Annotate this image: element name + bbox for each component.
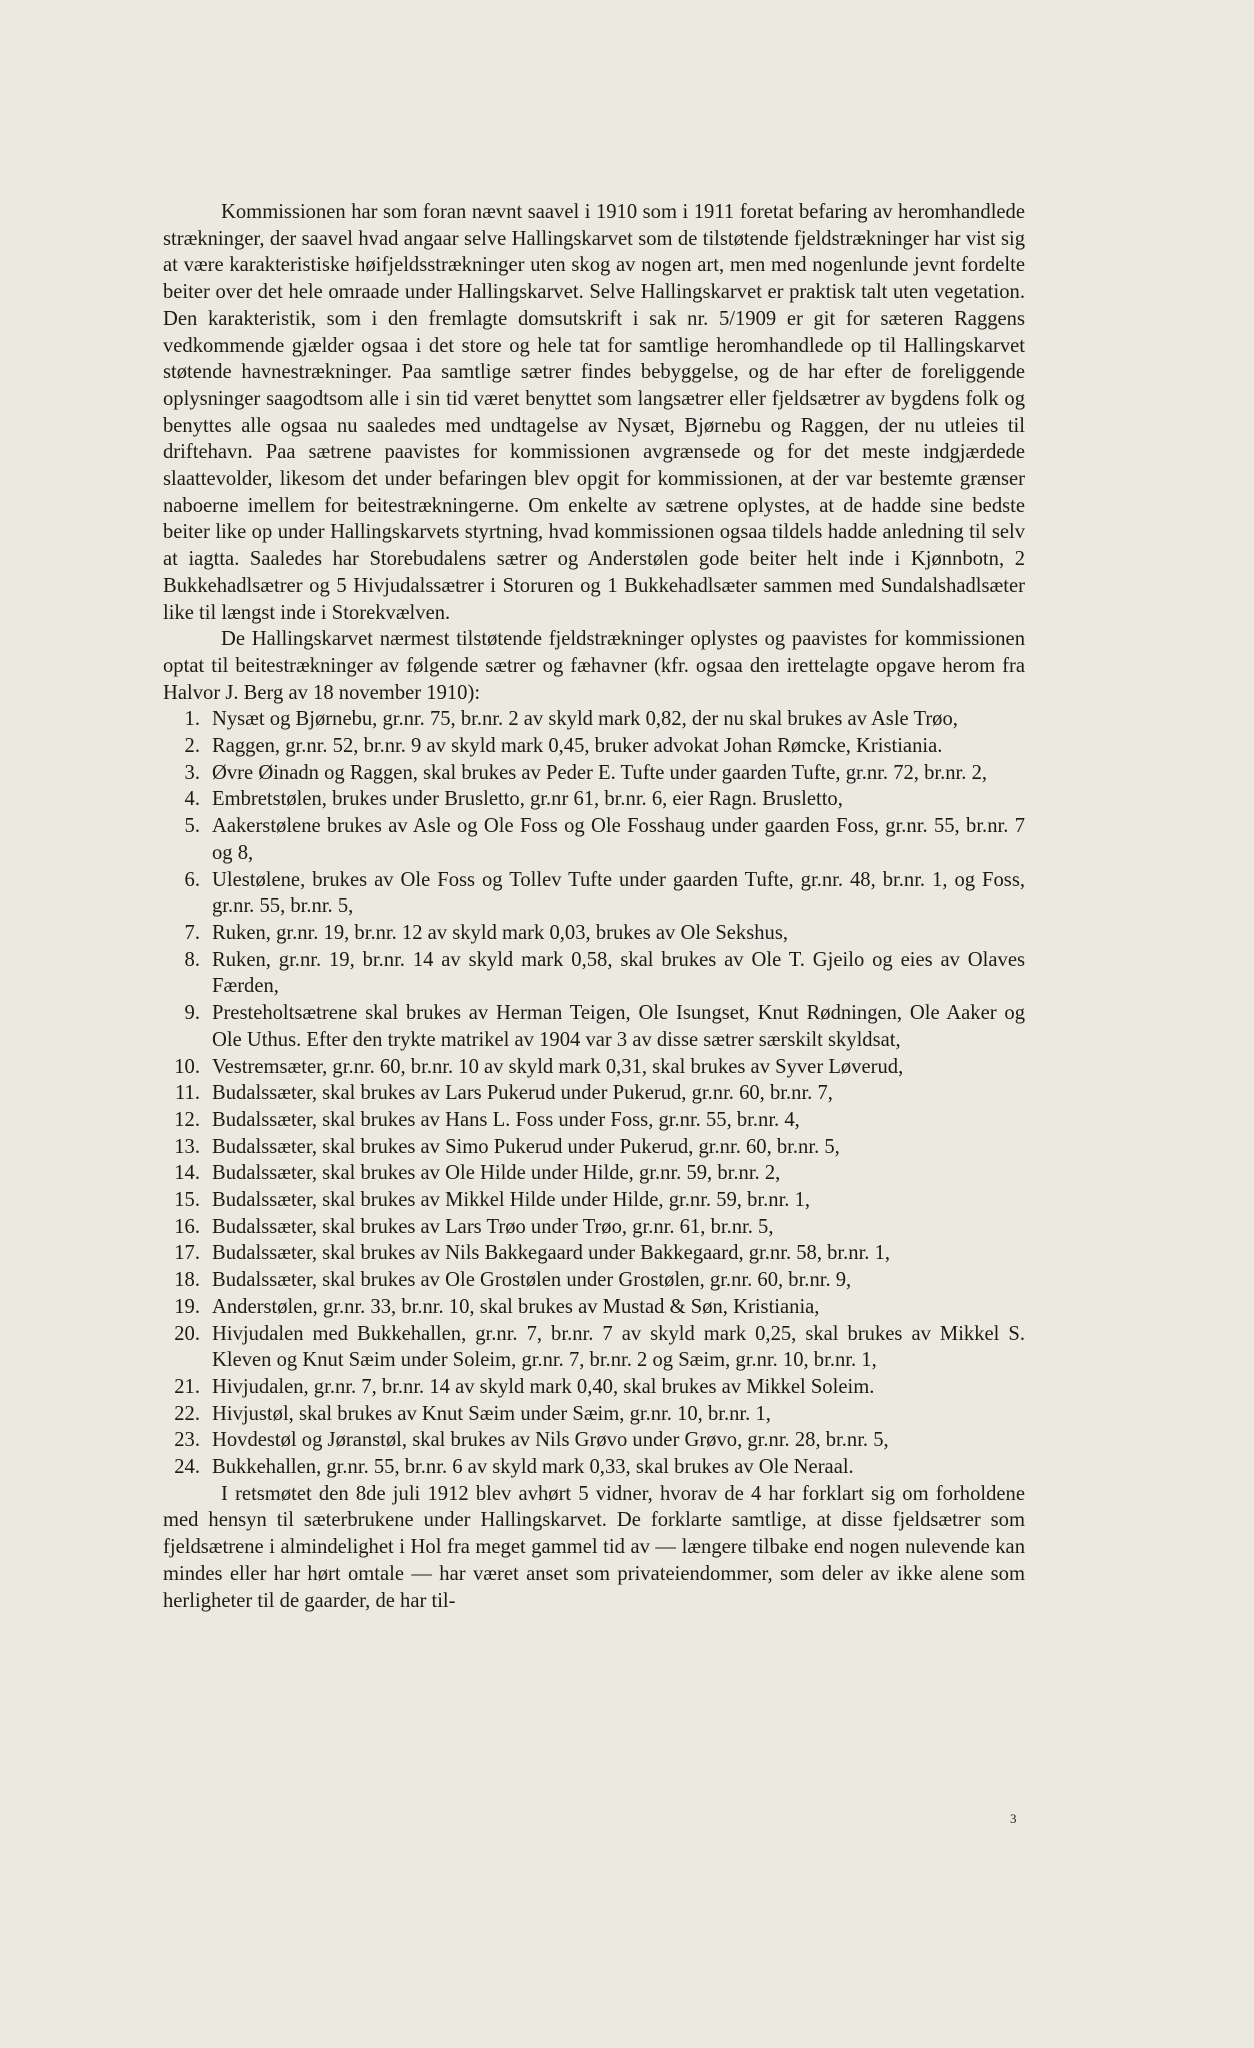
list-item-text: Budalssæter, skal brukes av Lars Pukerud under Pukerud, gr.nr. 60, br.nr. 7, [212, 1082, 833, 1105]
list-item-text: Budalssæter, skal brukes av Hans L. Foss under Foss, gr.nr. 55, br.nr. 4, [212, 1108, 800, 1131]
list-item [163, 760, 1025, 787]
list-item [163, 947, 1025, 1000]
list-item-text: Øvre Øinadn og Raggen, skal brukes av Peder E. Tufte under gaarden Tufte, gr.nr. 72, br.nr. 2, [212, 761, 988, 784]
list-item-number: 19. [174, 1295, 200, 1318]
list-item-number: 14. [174, 1162, 200, 1185]
list-item-text: Aakerstølene brukes av Asle og Ole Foss og Ole Fosshaug under gaarden Foss, gr.nr. 55, br.nr. 7 og 8, [212, 815, 1025, 864]
page-number: 3 [1010, 1811, 1017, 1826]
list-item-number: 18. [174, 1269, 200, 1292]
list-item [163, 813, 1025, 866]
list-item [163, 1107, 1025, 1134]
list-item-number: 6. [184, 868, 200, 891]
list-item [163, 733, 1025, 760]
list-item-text: Presteholtsætrene skal brukes av Herman Teigen, Ole Isungset, Knut Rødningen, Ole Aaker og Ole Uthus. Efter den trykte matrikel av 1904 var 3 av disse sætrer særskilt skyldsat, [212, 1002, 1025, 1051]
list-item-text: Budalssæter, skal brukes av Lars Trøo under Trøo, gr.nr. 61, br.nr. 5, [212, 1215, 774, 1238]
list-item-text: Ruken, gr.nr. 19, br.nr. 12 av skyld mark 0,03, brukes av Ole Sekshus, [212, 921, 789, 944]
list-item-number: 1. [184, 708, 200, 731]
list-item-number: 13. [174, 1135, 200, 1158]
list-item [163, 920, 1025, 947]
list-item-number: 8. [184, 948, 200, 971]
list-item [163, 1427, 1025, 1454]
list-item [163, 1054, 1025, 1081]
list-item-text: Ulestølene, brukes av Ole Foss og Tollev Tufte under gaarden Tufte, gr.nr. 48, br.nr. 1, og Foss, gr.nr. 55, br.nr. 5, [212, 868, 1025, 918]
list-item [163, 706, 1025, 733]
list-item-number: 5. [184, 815, 200, 838]
list-item [163, 1454, 1025, 1481]
paragraph-1: Kommissionen har som foran nævnt saavel i 1910 som i 1911 foretat befaring av heromhandlede strækninger, der saavel hvad angaar selve Hallingskarvet som de tilstøtende fjeldstrækninger har vist sig at være karakteristiske høifjeldsstrækninger uten skog av nogen art, men med nogenlunde jevnt fordelte beiter over det hele omraade under Hallingskarvet. Selve Hallingskarvet er praktisk talt uten vegetation. Den karakteristik, som i den fremlagte domsutskrift i sak nr. 5/1909 er git for sæteren Raggens vedkommende gjælder ogsaa i det store og hele tat for samtlige heromhandlede op til Hallingskarvet støtende havnestrækninger. Paa samtlige sætrer findes bebyggelse, og de har efter de foreliggende oplysninger saagodtsom alle i sin tid været benyttet som langsætrer eller fjeldsætrer av bygdens folk og benyttes alle ogsaa nu saaledes med undtagelse av Nysæt, Bjørnebu og Raggen, der nu utleies til driftehavn. Paa sætrene paavistes for kommissionen avgrænsede og for det meste indgjærdede slaattevolder, likesom det under befaringen blev opgit for kommissionen, at der var bestemte grænser naboerne imellem for beitestrækningerne. Om enkelte av sætrene oplystes, at de hadde sine bedste beiter like op under Hallingskarvets styrtning, hvad kommissionen ogsaa tildels hadde anledning til selv at iagtta. Saaledes har Storebudalens sætrer og Anderstølen gode beiter helt inde i Kjønnbotn, 2 Bukkehadlsætrer og 5 Hivjudalssætrer i Storuren og 1 Bukkehadlsæter sammen med Sundalshadlsæter like til længst inde i Storekvælven. [163, 201, 1025, 624]
list-item [163, 1160, 1025, 1187]
list-item [163, 1321, 1025, 1374]
list-item-text: Budalssæter, skal brukes av Ole Hilde under Hilde, gr.nr. 59, br.nr. 2, [212, 1162, 781, 1185]
list-item [163, 786, 1025, 813]
list-item-number: 7. [184, 921, 200, 944]
list-item-text: Nysæt og Bjørnebu, gr.nr. 75, br.nr. 2 av skyld mark 0,82, der nu skal brukes av Asle Trøo, [212, 708, 958, 731]
saeter-list [163, 706, 1025, 1480]
list-item-text: Ruken, gr.nr. 19, br.nr. 14 av skyld mark 0,58, skal brukes av Ole T. Gjeilo og eies av Olaves Færden, [212, 948, 1025, 998]
body-text [163, 199, 1025, 1614]
list-item-number: 2. [184, 735, 200, 758]
list-item-text: Budalssæter, skal brukes av Ole Grostølen under Grostølen, gr.nr. 60, br.nr. 9, [212, 1269, 852, 1292]
list-item [163, 1214, 1025, 1241]
list-item-number: 12. [174, 1108, 200, 1131]
list-item-number: 21. [174, 1375, 200, 1398]
list-item [163, 1267, 1025, 1294]
list-item-text: Hivjudalen, gr.nr. 7, br.nr. 14 av skyld mark 0,40, skal brukes av Mikkel Soleim. [212, 1375, 875, 1398]
list-item-text: Hovdestøl og Jøranstøl, skal brukes av Nils Grøvo under Grøvo, gr.nr. 28, br.nr. 5, [212, 1429, 889, 1452]
list-item [163, 1401, 1025, 1428]
list-item [163, 1000, 1025, 1053]
list-item-number: 16. [174, 1215, 200, 1238]
list-item [163, 1080, 1025, 1107]
list-item-text: Budalssæter, skal brukes av Nils Bakkegaard under Bakkegaard, gr.nr. 58, br.nr. 1, [212, 1242, 891, 1265]
list-item-number: 3. [184, 761, 200, 784]
list-item-text: Anderstølen, gr.nr. 33, br.nr. 10, skal brukes av Mustad & Søn, Kristiania, [212, 1295, 820, 1318]
list-item-text: Embretstølen, brukes under Brusletto, gr.nr 61, br.nr. 6, eier Ragn. Brusletto, [212, 788, 843, 811]
list-item-text: Hivjustøl, skal brukes av Knut Sæim under Sæim, gr.nr. 10, br.nr. 1, [212, 1402, 771, 1425]
list-item [163, 1374, 1025, 1401]
list-item [163, 1187, 1025, 1214]
list-item-number: 15. [174, 1189, 200, 1212]
list-item-number: 23. [174, 1429, 200, 1452]
list-item [163, 867, 1025, 920]
list-item-text: Raggen, gr.nr. 52, br.nr. 9 av skyld mark 0,45, bruker advokat Johan Rømcke, Kristiania. [212, 735, 943, 758]
list-item-number: 17. [174, 1242, 200, 1265]
list-item-number: 9. [184, 1002, 200, 1025]
list-item-number: 10. [174, 1055, 200, 1078]
paragraph-3: I retsmøtet den 8de juli 1912 blev avhørt 5 vidner, hvorav de 4 har forklart sig om forholdene med hensyn til sæterbrukene under Hallingskarvet. De forklarte samtlige, at disse fjeldsætrer som fjeldsætrene i almindelighet i Hol fra meget gammel tid av — længere tilbake end nogen nulevende kan mindes eller har hørt omtale — har været anset som privateiendommer, som deler av ikke alene som herligheter til de gaarder, de har til- [163, 1482, 1025, 1612]
list-item [163, 1240, 1025, 1267]
list-item [163, 1134, 1025, 1161]
list-item-number: 20. [174, 1322, 200, 1345]
list-item-number: 22. [174, 1402, 200, 1425]
list-item-text: Hivjudalen med Bukkehallen, gr.nr. 7, br.nr. 7 av skyld mark 0,25, skal brukes av Mikkel S. Kleven og Knut Sæim under Soleim, gr.nr. 7, br.nr. 2 og Sæim, gr.nr. 10, br.nr. 1, [212, 1322, 1025, 1372]
list-item-text: Bukkehallen, gr.nr. 55, br.nr. 6 av skyld mark 0,33, skal brukes av Ole Neraal. [212, 1456, 854, 1479]
list-item-text: Budalssæter, skal brukes av Simo Pukerud under Pukerud, gr.nr. 60, br.nr. 5, [212, 1135, 840, 1158]
list-item-number: 11. [175, 1082, 200, 1105]
paragraph-2: De Hallingskarvet nærmest tilstøtende fjeldstrækninger oplystes og paavistes for kommissionen optat til beitestrækninger av følgende sætrer og fæhavner (kfr. ogsaa den irettelagte opgave herom fra Halvor J. Berg av 18 november 1910): [163, 628, 1025, 704]
list-item-number: 24. [174, 1456, 200, 1479]
list-item-number: 4. [184, 788, 200, 811]
list-item [163, 1294, 1025, 1321]
list-item-text: Budalssæter, skal brukes av Mikkel Hilde under Hilde, gr.nr. 59, br.nr. 1, [212, 1189, 811, 1212]
list-item-text: Vestremsæter, gr.nr. 60, br.nr. 10 av skyld mark 0,31, skal brukes av Syver Løverud, [212, 1055, 904, 1078]
